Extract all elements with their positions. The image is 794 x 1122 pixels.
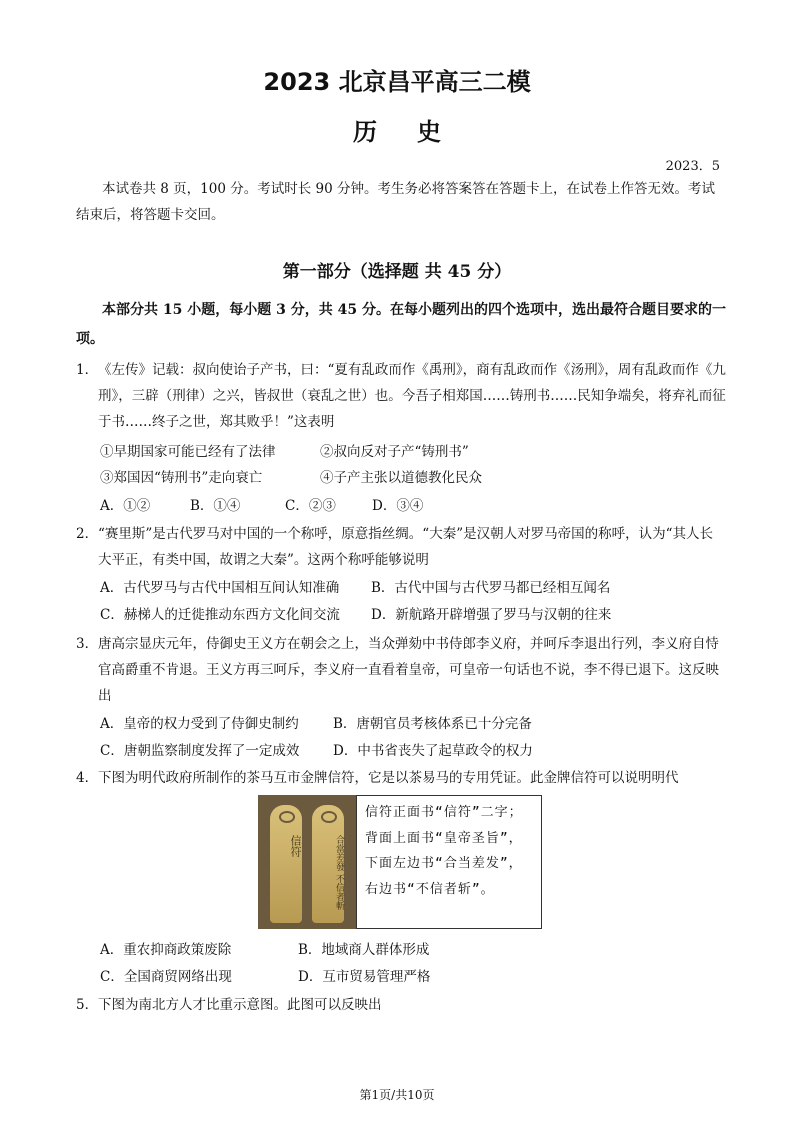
option-d: D．③④ [372, 498, 424, 514]
tally-front-plaque [270, 805, 302, 923]
question-3 [76, 631, 726, 709]
question-4 [76, 765, 726, 791]
section-title: 第一部分（选择题 共 45 分） [282, 262, 512, 282]
tally-photo [258, 795, 356, 929]
exam-intro: 本试卷共 8 页，100 分。考试时长 90 分钟。考生务必将答案答在答题卡上，在试卷上作答无效。考试结束后，将答题卡交回。 [76, 181, 715, 223]
option-d: D．新航路开辟增强了罗马与汉朝的往来 [371, 607, 612, 623]
exam-date: 2023．5 [665, 159, 720, 174]
subject-title: 历史 [353, 117, 481, 146]
option-c: C．②③ [285, 498, 336, 514]
question-text: 下图为明代政府所制作的茶马互市金牌信符，它是以茶易马的专用凭证。此金牌信符可以说明明代 [98, 770, 679, 786]
option-b: B．地域商人群体形成 [298, 942, 430, 958]
statement-4: ④子产主张以道德教化民众 [320, 470, 482, 486]
question-text: 唐高宗显庆元年，侍御史王义方在朝会之上，当众弹劾中书侍郎李义府，并呵斥李退出行列，李义府自恃官高爵重不肯退。王义方再三呵斥，李义府一直看着皇帝，可皇帝一句话也不说，李不得已退下。这反映出 [98, 636, 719, 704]
plaque-inscription: 信符 [289, 835, 302, 857]
question-text: “赛里斯”是古代罗马对中国的一个称呼，原意指丝绸。“大秦”是汉朝人对罗马帝国的称呼，认为“其人长大平正，有类中国，故谓之大秦”。这两个称呼能够说明 [98, 526, 714, 568]
option-c: C．赫梯人的迁徙推动东西方文化间交流 [100, 607, 340, 623]
question-text: 《左传》记载：叔向使诒子产书，曰：“夏有乱政而作《禹刑》，商有乱政而作《汤刑》，周有乱政而作《九刑》，三辟（刑律）之兴，皆叔世（衰乱之世）也。今吾子相郑国……铸刑书……民知争端矣，将弃礼而征于书……终子之世，郑其败乎！”这表明 [98, 362, 726, 430]
option-d: D．中书省丧失了起草政令的权力 [333, 743, 533, 759]
question-2 [76, 521, 726, 573]
option-a: A．重农抑商政策废除 [100, 942, 232, 958]
page-title: 2023 北京昌平高三二模 [263, 68, 531, 96]
option-c: C．全国商贸网络出现 [100, 969, 232, 985]
tea-horse-tally-figure [258, 795, 542, 929]
question-number: 2． [76, 526, 99, 542]
plaque-inscription: 合當差發 不信者斬 [334, 835, 344, 910]
option-b: B．古代中国与古代罗马都已经相互闻名 [371, 580, 611, 596]
question-number: 4． [76, 770, 99, 786]
figure-caption: 信符正面书“信符”二字；背面上面书“皇帝圣旨”，下面左边书“合当差发”，右边书“不信者斩”。 [356, 795, 542, 929]
statement-2: ②叔向反对子产“铸刑书” [320, 444, 469, 460]
option-a: A．皇帝的权力受到了侍御史制约 [100, 716, 299, 732]
option-a: A．①② [100, 498, 151, 514]
option-d: D．互市贸易管理严格 [298, 969, 431, 985]
question-5 [76, 992, 726, 1018]
question-number: 5． [76, 997, 99, 1013]
question-1 [76, 357, 726, 435]
statement-3: ③郑国因“铸刑书”走向衰亡 [100, 470, 263, 486]
question-number: 3． [76, 636, 99, 652]
question-text: 下图为南北方人才比重示意图。此图可以反映出 [98, 997, 382, 1013]
statement-1: ①早期国家可能已经有了法律 [100, 444, 276, 460]
tally-back-plaque [312, 805, 344, 923]
section-instruction: 本部分共 15 小题，每小题 3 分，共 45 分。在每小题列出的四个选项中，选出最符合题目要求的一项。 [76, 302, 726, 347]
option-b: B．①④ [190, 498, 241, 514]
question-number: 1． [76, 362, 99, 378]
page-footer: 第1页/共10页 [359, 1088, 435, 1102]
option-a: A．古代罗马与古代中国相互间认知准确 [100, 580, 340, 596]
option-c: C．唐朝监察制度发挥了一定成效 [100, 743, 300, 759]
option-b: B．唐朝官员考核体系已十分完备 [333, 716, 532, 732]
